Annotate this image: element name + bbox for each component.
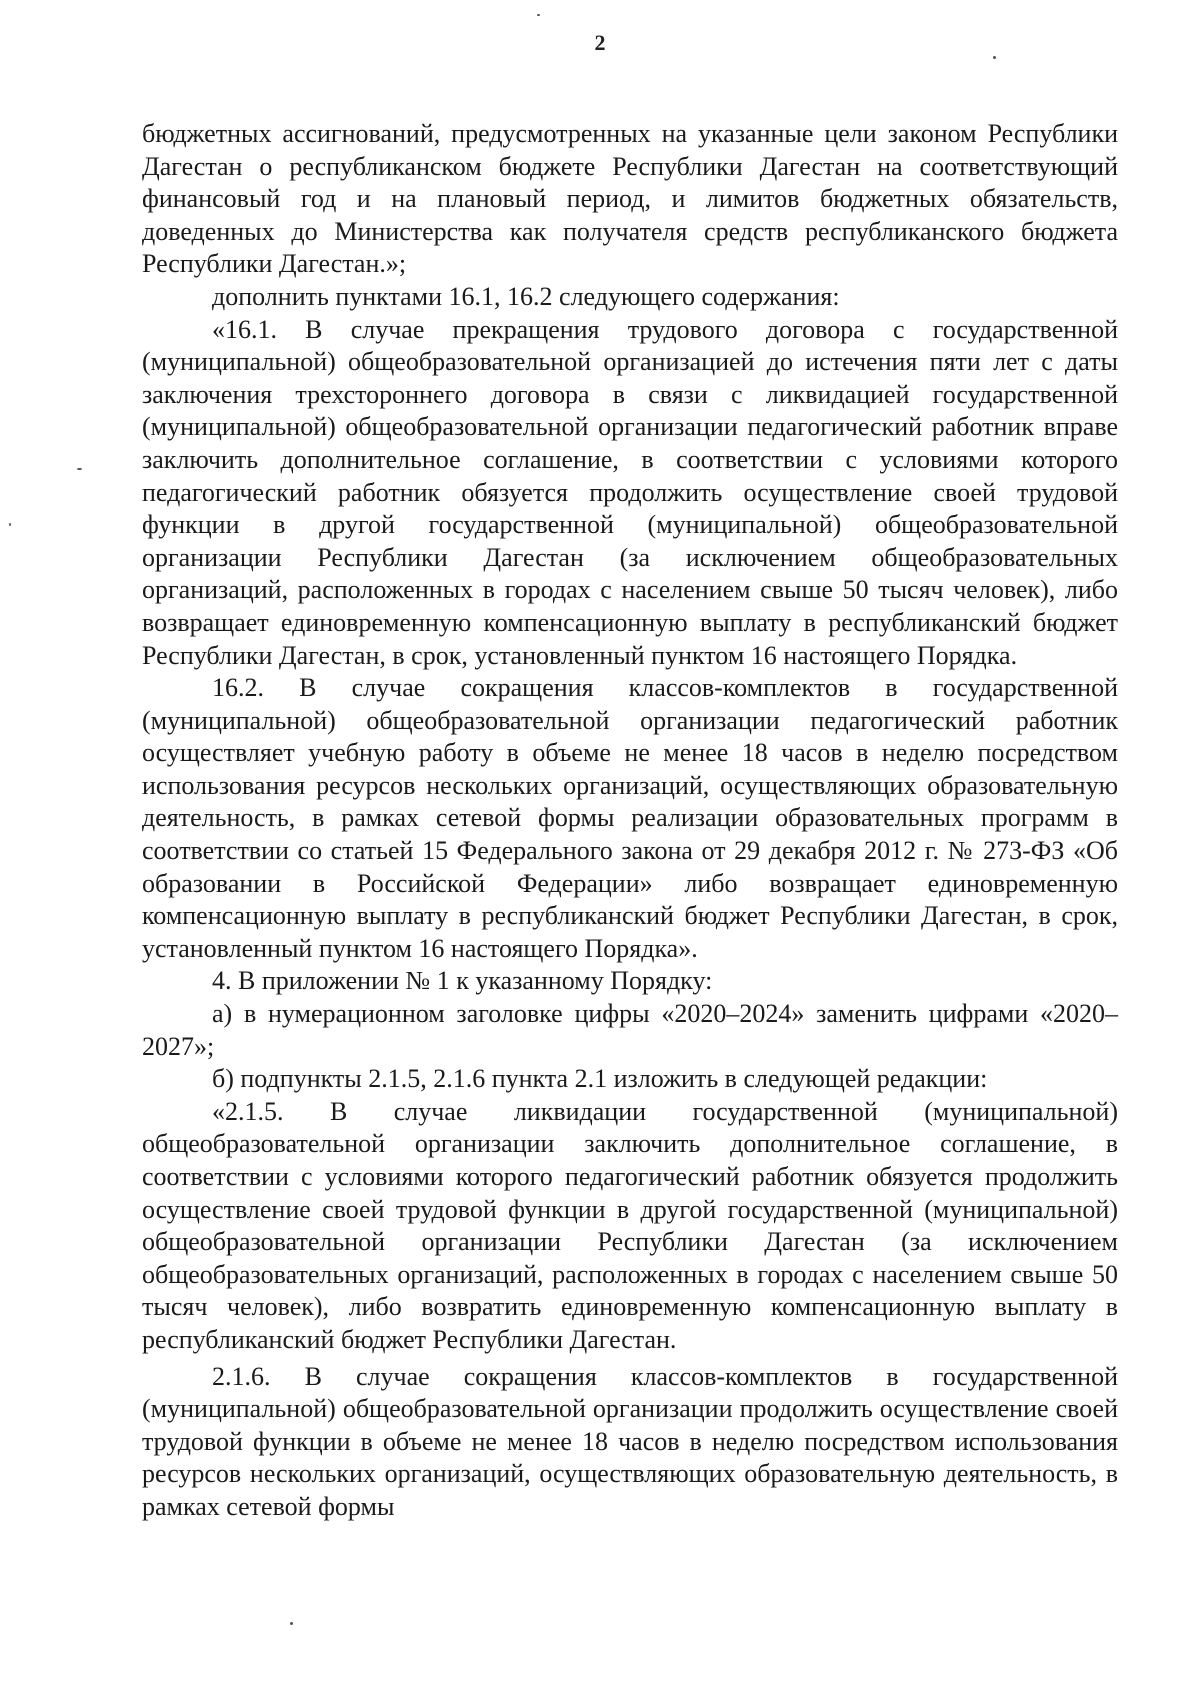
paragraph-subclause-2-1-6: 2.1.6. В случае сокращения классов-комплектов в государственной (муниципальной) общеобразовательной организации продолжить осуществление своей трудовой функции в объеме не менее 18 часов в неделю посредством использования ресурсов нескольких организаций, осуществляющих образовательную деятельность, в рамках сетевой формы [142, 1361, 1118, 1521]
paragraph-item-4: 4. В приложении № 1 к указанному Порядку: [212, 966, 713, 996]
paragraph-subclause-2-1-5: «2.1.5. В случае ликвидации государственной (муниципальной) общеобразовательной организации заключить дополнительное соглашение, в соответствии с условиями которого педагогический работник обязуется продолжить осуществление своей трудовой функции в другой государственной (муниципальной) общеобразовательной организации Республики Дагестан (за исключением общеобразовательных организаций, расположенных в городах с населением свыше 50 тысяч человек), либо возвратить единовременную компенсационную выплату в республиканский бюджет Республики Дагестан. [142, 1096, 1118, 1354]
paragraph-add-clauses: дополнить пунктами 16.1, 16.2 следующего содержания: [212, 281, 840, 311]
document-body [142, 118, 1118, 1524]
scan-speck [537, 14, 540, 16]
paragraph-item-b: б) подпункты 2.1.5, 2.1.6 пункта 2.1 изложить в следующей редакции: [212, 1064, 988, 1094]
paragraph-item-a: а) в нумерационном заголовке цифры «2020–2024» заменить цифрами «2020–2027»; [142, 999, 1118, 1061]
page-number: 2 [594, 30, 606, 55]
scan-speck [290, 1622, 293, 1625]
paragraph-clause-16-1: «16.1. В случае прекращения трудового договора с государственной (муниципальной) общеобразовательной организацией до истечения пяти лет с даты заключения трехстороннего договора в связи с ликвидацией государственной (муниципальной) общеобразовательной организации педагогический работник вправе заключить дополнительное соглашение, в соответствии с условиями которого педагогический работник обязуется продолжить осуществление своей трудовой функции в другой государственной (муниципальной) общеобразовательной организации Республики Дагестан (за исключением общеобразовательных организаций, расположенных в городах с населением свыше 50 тысяч человек), либо возвращает единовременную компенсационную выплату в республиканский бюджет Республики Дагестан, в срок, установленный пунктом 16 настоящего Порядка. [142, 314, 1118, 670]
paragraph-clause-16-2: 16.2. В случае сокращения классов-комплектов в государственной (муниципальной) общеобразовательной организации педагогический работник осуществляет учебную работу в объеме не менее 18 часов в неделю посредством использования ресурсов нескольких организаций, осуществляющих образовательную деятельность, в рамках сетевой формы реализации образовательных программ в соответствии со статьей 15 Федерального закона от 29 декабря 2012 г. № 273-ФЗ «Об образовании в Российской Федерации» либо возвращает единовременную компенсационную выплату в республиканский бюджет Республики Дагестан, в срок, установленный пунктом 16 настоящего Порядка». [142, 673, 1118, 963]
paragraph-budget-allocations: бюджетных ассигнований, предусмотренных на указанные цели законом Республики Дагестан о республиканском бюджете Республики Дагестан на соответствующий финансовый год и на плановый период, и лимитов бюджетных обязательств, доведенных до Министерства как получателя средств республиканского бюджета Республики Дагестан.»; [142, 119, 1118, 279]
scan-speck [77, 468, 82, 470]
scan-speck [993, 56, 996, 59]
scan-speck [9, 523, 11, 526]
